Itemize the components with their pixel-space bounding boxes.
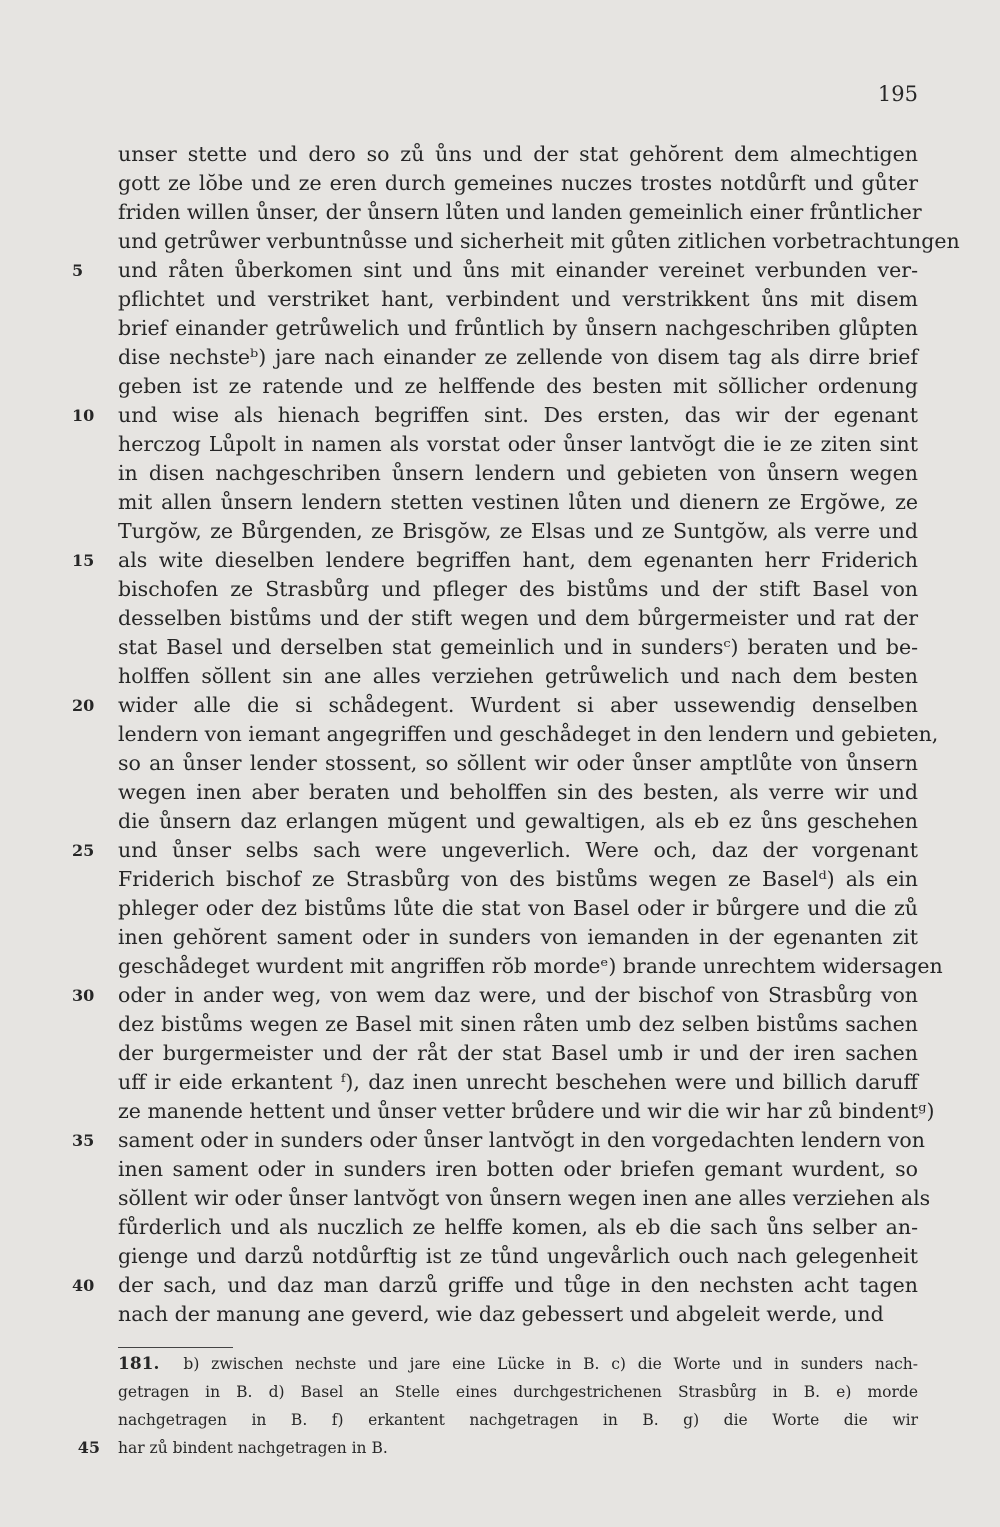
line-text: wegen inen aber beraten und beholffen sin des besten, als verre wir und xyxy=(118,780,918,804)
line-text: der burgermeister und der råt der stat Basel umb ir und der iren sachen xyxy=(118,1041,918,1065)
text-line xyxy=(118,1184,931,1213)
text-line xyxy=(118,1097,935,1126)
text-line xyxy=(72,691,918,720)
line-text: gienge und darzů notdůrftig ist ze tůnd ungevårlich ouch nach gelegenheit xyxy=(118,1244,918,1268)
line-text: mit allen ůnsern lendern stetten vestinen lůten und dienern ze Ergŏwe, ze xyxy=(118,490,918,514)
text-line xyxy=(118,778,918,807)
line-text: als wite dieselben lendere begriffen hant, dem egenanten herr Friderich xyxy=(118,548,918,572)
line-text: geschådeget wurdent mit angriffen rŏb mordeᵉ) brande unrechtem widersagen xyxy=(118,954,943,978)
line-text: stat Basel und derselben stat gemeinlich und in sundersᶜ) beraten und be- xyxy=(118,635,918,659)
footnote-line xyxy=(118,1350,918,1378)
text-line xyxy=(118,285,918,314)
line-text: brief einander getrůwelich und frůntlich by ůnsern nachgeschriben glůpten xyxy=(118,316,918,340)
text-line xyxy=(72,401,918,430)
text-line xyxy=(118,1242,918,1271)
line-text: und råten ůberkomen sint und ůns mit einander vereinet verbunden ver- xyxy=(118,258,918,282)
text-line xyxy=(118,923,918,952)
page-number: 195 xyxy=(877,82,918,106)
text-line xyxy=(118,314,918,343)
line-text: so an ůnser lender stossent, so sŏllent wir oder ůnser amptlůte von ůnsern xyxy=(118,751,918,775)
line-text: und wise als hienach begriffen sint. Des ersten, das wir der egenant xyxy=(118,403,918,427)
line-text: die ůnsern daz erlangen mŭgent und gewaltigen, als eb ez ůns geschehen xyxy=(118,809,918,833)
document-number: 181. xyxy=(118,1354,160,1374)
line-text: wider alle die si schådegent. Wurdent si aber ussewendig denselben xyxy=(118,693,918,717)
text-line xyxy=(118,749,918,778)
line-number: 35 xyxy=(72,1131,95,1150)
line-number: 30 xyxy=(72,986,95,1005)
line-text: desselben bistůms und der stift wegen und dem bůrgermeister und rat der xyxy=(118,606,918,630)
text-line xyxy=(118,169,918,198)
line-text: sament oder in sunders oder ůnser lantvŏgt in den vorgedachten lendern von xyxy=(118,1128,925,1152)
line-text: uff ir eide erkantent ᶠ), daz inen unrecht beschehen were und billich daruff xyxy=(118,1070,918,1094)
text-line xyxy=(118,517,918,546)
text-line xyxy=(118,720,939,749)
line-number-45: 45 xyxy=(77,1438,100,1457)
text-line xyxy=(118,140,918,169)
text-line xyxy=(118,894,918,923)
line-text: dez bistůms wegen ze Basel mit sinen råten umb dez selben bistůms sachen xyxy=(118,1012,918,1036)
text-line xyxy=(118,662,918,691)
text-line xyxy=(118,807,918,836)
footnote-line xyxy=(118,1406,918,1434)
text-line xyxy=(118,604,918,633)
text-line xyxy=(118,865,918,894)
text-line xyxy=(118,227,960,256)
line-text: phleger oder dez bistůms lůte die stat von Basel oder ir bůrgere und die zů xyxy=(118,896,918,920)
footnote-text: har zů bindent nachgetragen in B. xyxy=(118,1439,388,1457)
footnote-text: b) zwischen nechste und jare eine Lücke in B. c) die Worte und in sunders nach- xyxy=(183,1355,918,1373)
line-text: fůrderlich und als nuczlich ze helffe komen, als eb die sach ůns selber an- xyxy=(118,1215,918,1239)
text-line xyxy=(72,1126,925,1155)
text-line xyxy=(118,1155,918,1184)
line-text: oder in ander weg, von wem daz were, und der bischof von Strasbůrg von xyxy=(118,983,918,1007)
text-line xyxy=(118,343,918,372)
text-line xyxy=(72,256,918,285)
text-line xyxy=(118,1068,918,1097)
line-text: bischofen ze Strasbůrg und pfleger des bistůms und der stift Basel von xyxy=(118,577,918,601)
text-line xyxy=(72,1271,918,1300)
text-line xyxy=(118,1213,918,1242)
text-line xyxy=(118,459,918,488)
line-number: 25 xyxy=(72,841,95,860)
text-line xyxy=(118,1300,918,1329)
footnote-line xyxy=(118,1378,918,1406)
footnote-rule xyxy=(118,1347,233,1348)
line-text: der sach, und daz man darzů griffe und tůge in den nechsten acht tagen xyxy=(118,1273,918,1297)
line-number: 5 xyxy=(72,261,84,280)
text-line xyxy=(72,546,918,575)
line-text: gott ze lŏbe und ze eren durch gemeines nuczes trostes notdůrft und gůter xyxy=(118,171,918,195)
text-line xyxy=(118,488,918,517)
text-line xyxy=(118,952,943,981)
line-text: inen sament oder in sunders iren botten oder briefen gemant wurdent, so xyxy=(118,1157,918,1181)
footnote-line xyxy=(118,1434,918,1462)
footnote-text: getragen in B. d) Basel an Stelle eines durchgestrichenen Strasbůrg in B. e) morde xyxy=(118,1383,918,1401)
text-line xyxy=(118,633,918,662)
line-text: Turgŏw, ze Bůrgenden, ze Brisgŏw, ze Elsas und ze Suntgŏw, als verre und xyxy=(118,519,918,543)
line-text: unser stette und dero so zů ůns und der stat gehŏrent dem almechtigen xyxy=(118,142,918,166)
line-text: inen gehŏrent sament oder in sunders von iemanden in der egenanten zit xyxy=(118,925,918,949)
text-line xyxy=(118,372,918,401)
line-text: herczog Lůpolt in namen als vorstat oder ůnser lantvŏgt die ie ze ziten sint xyxy=(118,432,918,456)
text-line xyxy=(72,836,918,865)
line-text: dise nechsteᵇ) jare nach einander ze zellende von disem tag als dirre brief xyxy=(118,345,918,369)
line-text: geben ist ze ratende und ze helffende des besten mit sŏllicher ordenung xyxy=(118,374,918,398)
line-text: pflichtet und verstriket hant, verbindent und verstrikkent ůns mit disem xyxy=(118,287,918,311)
line-text: ze manende hettent und ůnser vetter brůdere und wir die wir har zů bindentᵍ) xyxy=(118,1099,935,1123)
footnotes xyxy=(118,1350,918,1462)
line-text: in disen nachgeschriben ůnsern lendern und gebieten von ůnsern wegen xyxy=(118,461,918,485)
text-line xyxy=(118,575,918,604)
text-line xyxy=(118,430,918,459)
line-text: friden willen ůnser, der ůnsern lůten und landen gemeinlich einer frůntlicher xyxy=(118,200,922,224)
line-number: 20 xyxy=(72,696,95,715)
body-text xyxy=(72,140,960,1329)
line-number: 40 xyxy=(72,1276,95,1295)
line-number: 10 xyxy=(72,406,95,425)
footnote-text: nachgetragen in B. f) erkantent nachgetragen in B. g) die Worte die wir xyxy=(118,1411,918,1429)
line-text: holffen sŏllent sin ane alles verziehen getrůwelich und nach dem besten xyxy=(118,664,918,688)
line-text: lendern von iemant angegriffen und geschådeget in den lendern und gebieten, xyxy=(118,722,939,746)
text-line xyxy=(72,981,918,1010)
text-line xyxy=(118,1039,918,1068)
line-text: und ůnser selbs sach were ungeverlich. Were och, daz der vorgenant xyxy=(118,838,918,862)
text-line xyxy=(118,198,922,227)
line-number: 15 xyxy=(72,551,95,570)
line-text: Friderich bischof ze Strasbůrg von des bistůms wegen ze Baselᵈ) als ein xyxy=(118,867,918,891)
line-text: sŏllent wir oder ůnser lantvŏgt von ůnsern wegen inen ane alles verziehen als xyxy=(118,1186,931,1210)
line-text: nach der manung ane geverd, wie daz gebessert und abgeleit werde, und xyxy=(118,1302,884,1326)
text-line xyxy=(118,1010,918,1039)
line-text: und getrůwer verbuntnůsse und sicherheit mit gůten zitlichen vorbetrachtungen xyxy=(118,229,960,253)
